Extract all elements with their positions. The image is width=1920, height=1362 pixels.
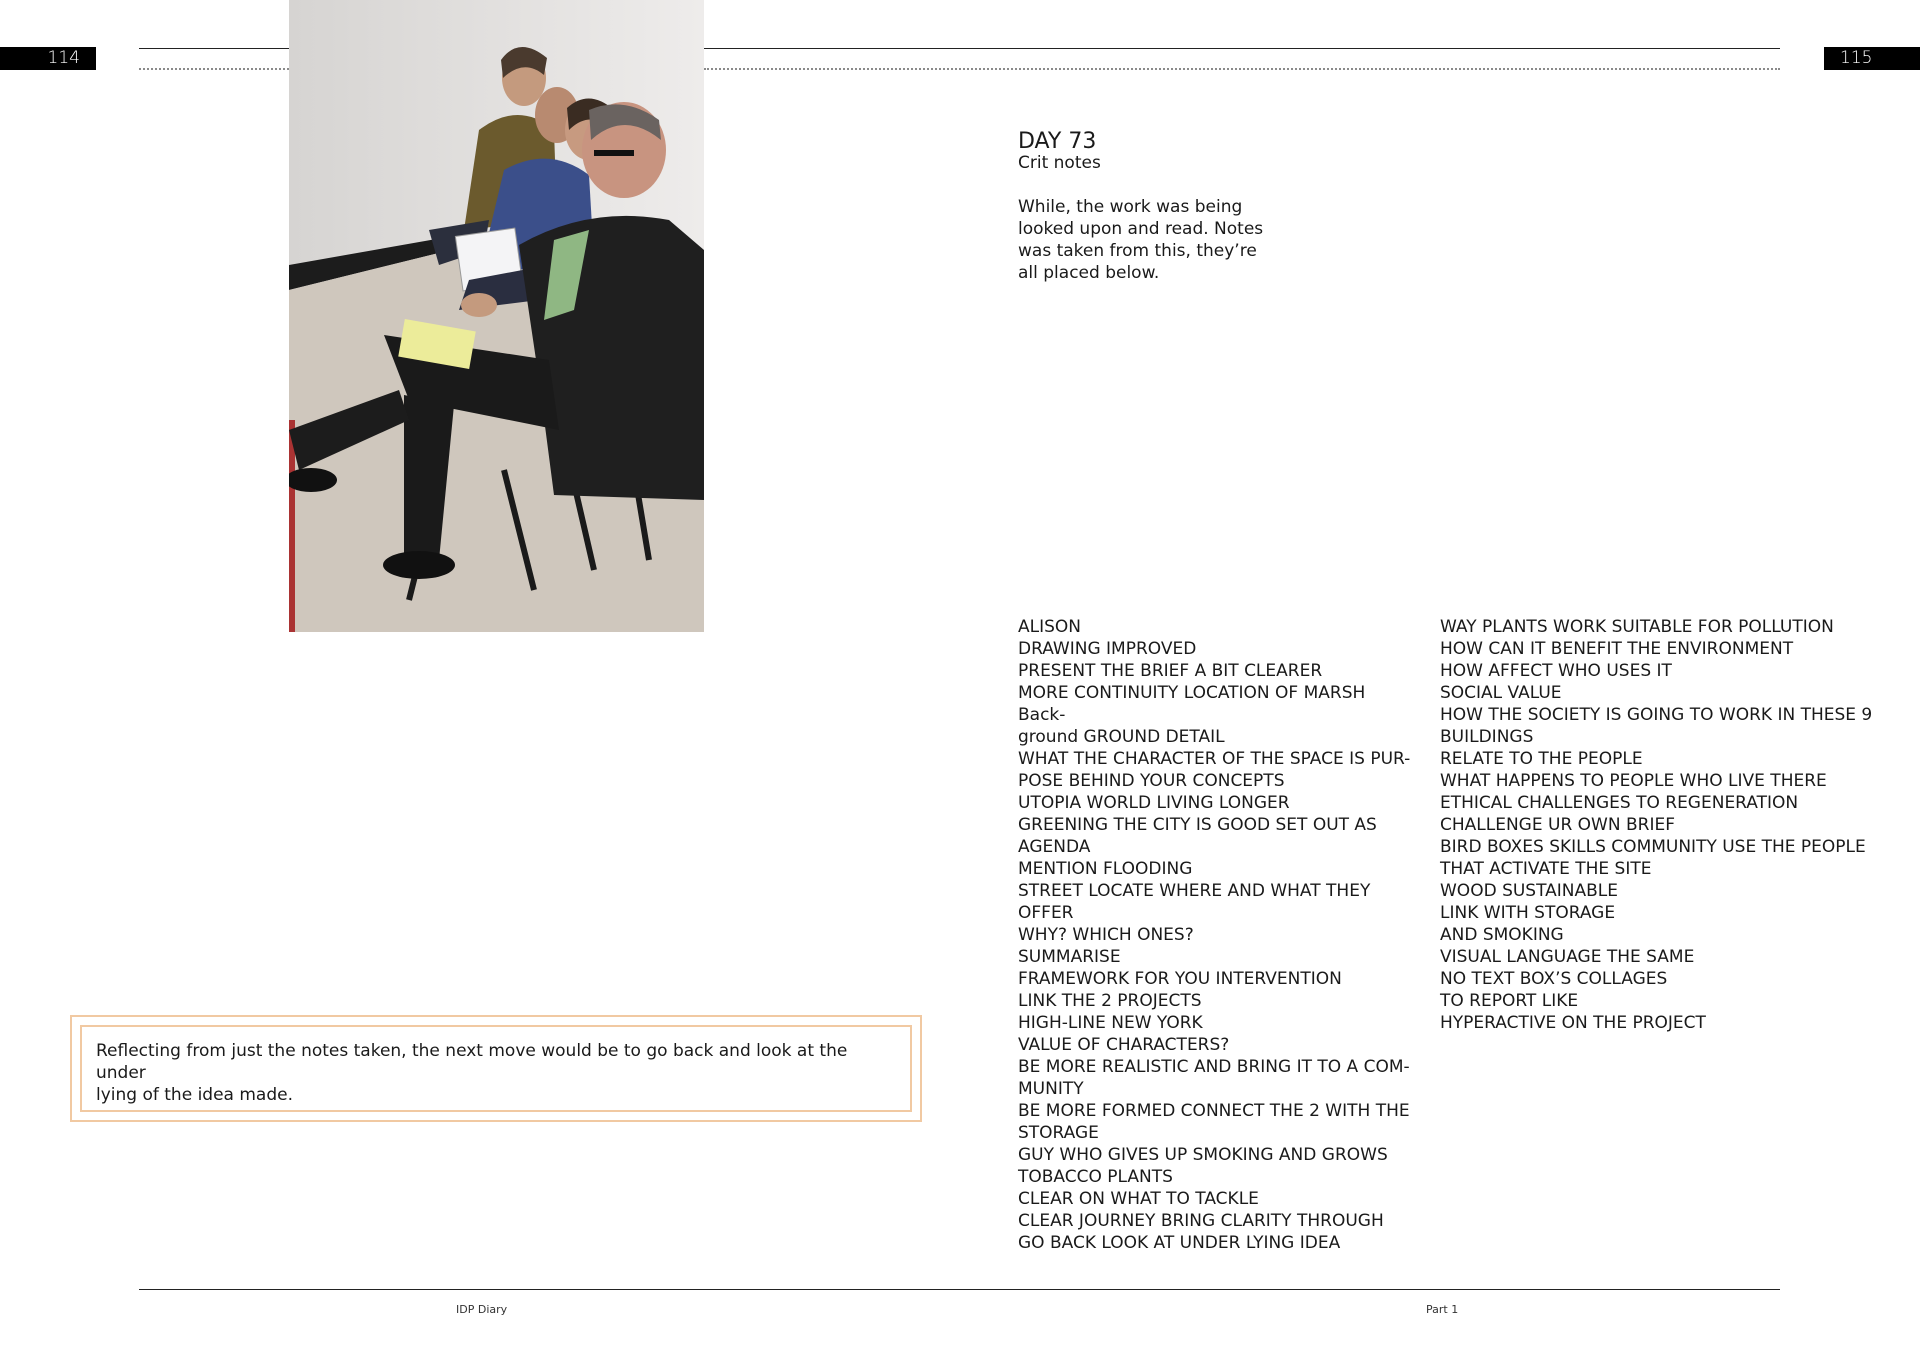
note-line: BIRD BOXES SKILLS COMMUNITY USE THE PEOPLE <box>1440 837 1866 857</box>
note-line: WHAT THE CHARACTER OF THE SPACE IS PUR- <box>1018 749 1411 769</box>
day-subtitle: Crit notes <box>1018 153 1101 173</box>
note-line: DRAWING IMPROVED <box>1018 639 1197 659</box>
note-line: WHAT HAPPENS TO PEOPLE WHO LIVE THERE <box>1440 771 1827 791</box>
note-line: GUY WHO GIVES UP SMOKING AND GROWS <box>1018 1145 1388 1165</box>
note-line: WAY PLANTS WORK SUITABLE FOR POLLUTION <box>1440 617 1834 637</box>
note-line: GO BACK LOOK AT UNDER LYING IDEA <box>1018 1233 1341 1253</box>
note-line: TO REPORT LIKE <box>1440 991 1579 1011</box>
note-line: LINK THE 2 PROJECTS <box>1018 991 1202 1011</box>
note-line: LINK WITH STORAGE <box>1440 903 1616 923</box>
page-number-left: 114 <box>0 47 96 70</box>
header-dotted-rule-right <box>704 68 1780 70</box>
footer-part-label: Part 1 <box>1426 1303 1459 1316</box>
note-line: CHALLENGE UR OWN BRIEF <box>1440 815 1675 835</box>
day-title: DAY 73 <box>1018 129 1097 154</box>
note-line: SUMMARISE <box>1018 947 1121 967</box>
header-rule-right <box>704 48 1780 49</box>
note-line: BUILDINGS <box>1440 727 1534 747</box>
note-line: BE MORE REALISTIC AND BRING IT TO A COM- <box>1018 1057 1410 1077</box>
note-line: CLEAR JOURNEY BRING CLARITY THROUGH <box>1018 1211 1384 1231</box>
note-line: FRAMEWORK FOR YOU INTERVENTION <box>1018 969 1342 989</box>
note-line: MORE CONTINUITY LOCATION OF MARSH Back- <box>1018 683 1366 725</box>
note-line: SOCIAL VALUE <box>1440 683 1562 703</box>
note-line: AND SMOKING <box>1440 925 1564 945</box>
note-line: MUNITY <box>1018 1079 1084 1099</box>
header-dotted-rule-left <box>139 68 289 70</box>
note-line: STREET LOCATE WHERE AND WHAT THEY <box>1018 881 1371 901</box>
note-line: UTOPIA WORLD LIVING LONGER <box>1018 793 1290 813</box>
crit-notes-column-2 <box>1440 616 1880 1034</box>
note-line: PRESENT THE BRIEF A BIT CLEARER <box>1018 661 1323 681</box>
note-line: HOW AFFECT WHO USES IT <box>1440 661 1672 681</box>
note-line: VISUAL LANGUAGE THE SAME <box>1440 947 1695 967</box>
note-line: POSE BEHIND YOUR CONCEPTS <box>1018 771 1285 791</box>
crit-notes-column-1 <box>1018 616 1418 1254</box>
note-line: MENTION FLOODING <box>1018 859 1193 879</box>
note-line: HOW CAN IT BENEFIT THE ENVIRONMENT <box>1440 639 1794 659</box>
footer-diary-label: IDP Diary <box>456 1303 508 1316</box>
note-line: HIGH-LINE NEW YORK <box>1018 1013 1203 1033</box>
reflection-line-1: Reflecting from just the notes taken, the next move would be to go back and look at the under <box>96 1041 848 1083</box>
note-line: WOOD SUSTAINABLE <box>1440 881 1619 901</box>
intro-text: While, the work was being looked upon and read. Notes was taken from this, they’re all placed below. <box>1018 197 1264 283</box>
note-line: THAT ACTIVATE THE SITE <box>1440 859 1652 879</box>
crit-panel-photo <box>289 0 704 632</box>
note-line: NO TEXT BOX’S COLLAGES <box>1440 969 1668 989</box>
note-line: AGENDA <box>1018 837 1091 857</box>
note-line: OFFER <box>1018 903 1074 923</box>
footer-rule <box>139 1289 1780 1290</box>
note-line: CLEAR ON WHAT TO TACKLE <box>1018 1189 1259 1209</box>
note-line: WHY? WHICH ONES? <box>1018 925 1194 945</box>
note-line: HOW THE SOCIETY IS GOING TO WORK IN THESE 9 <box>1440 705 1873 725</box>
note-line: ETHICAL CHALLENGES TO REGENERATION <box>1440 793 1799 813</box>
note-line: VALUE OF CHARACTERS? <box>1018 1035 1230 1055</box>
note-line: STORAGE <box>1018 1123 1099 1143</box>
note-line: ALISON <box>1018 617 1082 637</box>
note-line: RELATE TO THE PEOPLE <box>1440 749 1643 769</box>
note-line: GREENING THE CITY IS GOOD SET OUT AS <box>1018 815 1377 835</box>
reflection-line-2: lying of the idea made. <box>96 1085 293 1105</box>
note-line: ground GROUND DETAIL <box>1018 727 1225 747</box>
reflection-text <box>96 1040 896 1106</box>
header-rule-left <box>139 48 289 49</box>
note-line: TOBACCO PLANTS <box>1018 1167 1173 1187</box>
note-line: BE MORE FORMED CONNECT THE 2 WITH THE <box>1018 1101 1410 1121</box>
note-line: HYPERACTIVE ON THE PROJECT <box>1440 1013 1706 1033</box>
page-number-right: 115 <box>1824 47 1920 70</box>
